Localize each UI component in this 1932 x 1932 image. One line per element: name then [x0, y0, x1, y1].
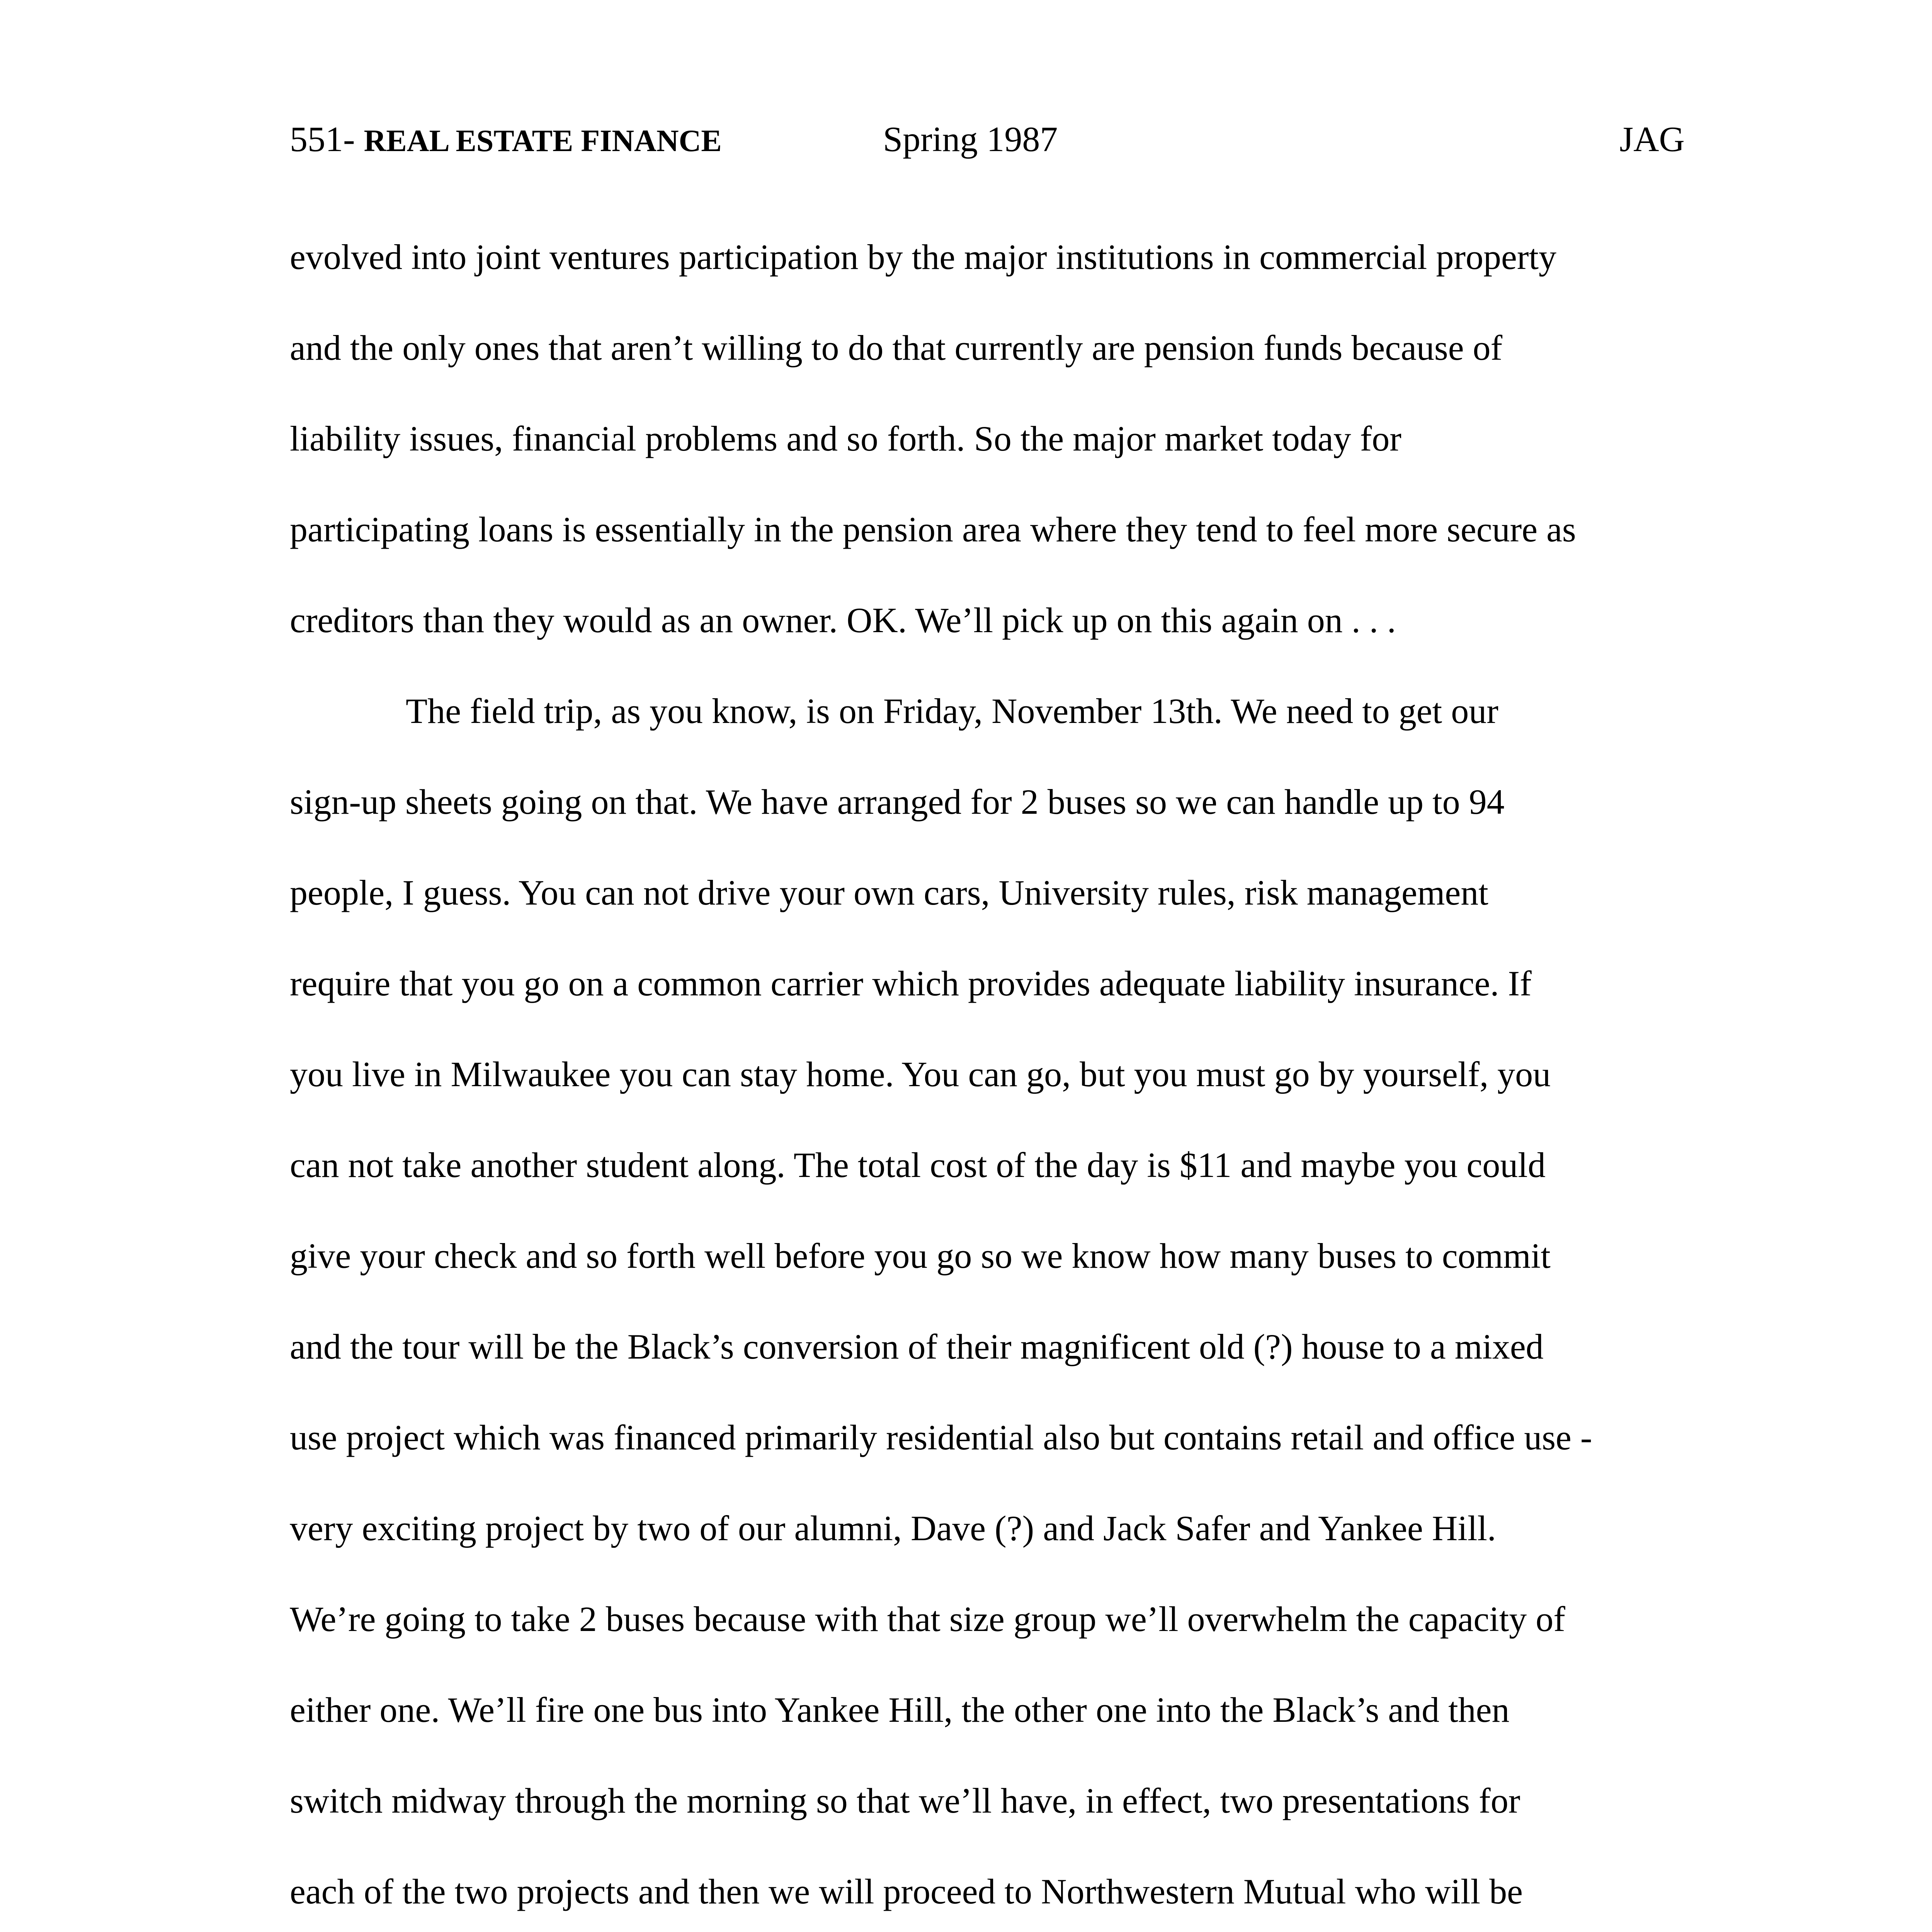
- text-line: use project which was financed primarily residential also but contains retail and office use -: [290, 1418, 1592, 1457]
- text-line: each of the two projects and then we will proceed to Northwestern Mutual who will be: [290, 1872, 1523, 1911]
- text-line: liability issues, financial problems and so forth. So the major market today for: [290, 419, 1401, 458]
- text-line: give your check and so forth well before you go so we know how many buses to commit: [290, 1236, 1551, 1276]
- page-header: [290, 112, 1685, 166]
- text-line: participating loans is essentially in the pension area where they tend to feel more secure as: [290, 510, 1576, 549]
- course-title: REAL ESTATE FINANCE: [364, 124, 722, 158]
- text-line: switch midway through the morning so that we’ll have, in effect, two presentations for: [290, 1781, 1520, 1820]
- text-line: evolved into joint ventures participation by the major institutions in commercial property: [290, 237, 1557, 277]
- text-line: creditors than they would as an owner. OK. We’ll pick up on this again on . . .: [290, 600, 1396, 640]
- text-line: people, I guess. You can not drive your own cars, University rules, risk management: [290, 873, 1488, 912]
- text-line: sign-up sheets going on that. We have arranged for 2 buses so we can handle up to 94: [290, 782, 1505, 821]
- course-number: 551-: [290, 119, 355, 159]
- transcript-body: [290, 232, 1685, 1932]
- course-term: Spring 1987: [883, 119, 1058, 159]
- text-line: require that you go on a common carrier which provides adequate liability insurance. If: [290, 964, 1532, 1003]
- author-initials: JAG: [1619, 119, 1685, 159]
- paragraph-first-line: The field trip, as you know, is on Friday, November 13th. We need to get our: [406, 691, 1498, 731]
- text-line: can not take another student along. The total cost of the day is $11 and maybe you could: [290, 1145, 1546, 1185]
- text-line: you live in Milwaukee you can stay home. You can go, but you must go by yourself, you: [290, 1054, 1551, 1094]
- text-line: either one. We’ll fire one bus into Yankee Hill, the other one into the Black’s and then: [290, 1690, 1510, 1730]
- text-line: We’re going to take 2 buses because with that size group we’ll overwhelm the capacity of: [290, 1599, 1565, 1639]
- text-line: and the only ones that aren’t willing to do that currently are pension funds because of: [290, 328, 1503, 367]
- text-line: very exciting project by two of our alumni, Dave (?) and Jack Safer and Yankee Hill.: [290, 1509, 1496, 1548]
- text-line: and the tour will be the Black’s conversion of their magnificent old (?) house to a mixed: [290, 1327, 1544, 1366]
- course-label: [290, 112, 722, 168]
